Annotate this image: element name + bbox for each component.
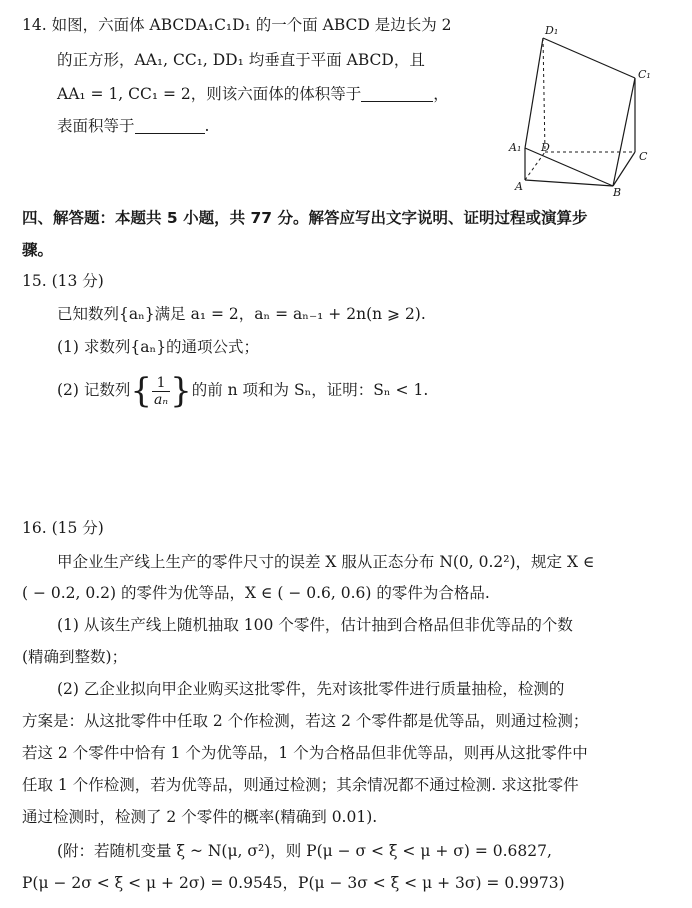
q16-line3: (1) 从该生产线上随机抽取 100 个零件，估计抽到合格品但非优等品的个数 (57, 616, 573, 634)
q14-line1: 14. 如图，六面体 ABCDA₁C₁D₁ 的一个面 ABCD 是边长为 2 (22, 16, 452, 34)
label-B: B (613, 186, 622, 198)
section4-heading-line2: 骤。 (22, 241, 54, 259)
section4-heading-line1: 四、解答题：本题共 5 小题，共 77 分。解答应写出文字说明、证明过程或演算步 (22, 209, 588, 227)
q16-line1: 甲企业生产线上生产的零件尺寸的误差 X 服从正态分布 N(0, 0.2²)，规定 X ∈ (57, 553, 595, 571)
q16-line6: 方案是：从这批零件中任取 2 个作检测，若这 2 个零件都是优等品，则通过检测； (22, 712, 589, 730)
label-A: A (515, 180, 523, 193)
q14-line3-end: ， (433, 85, 449, 103)
reciprocal-fraction (152, 375, 170, 408)
q16-line8: 任取 1 个作检测，若为优等品，则通过检测；其余情况都不通过检测. 求这批零件 (22, 776, 579, 794)
q15-part1: (1) 求数列{aₙ}的通项公式； (57, 338, 260, 356)
fraction-numerator: 1 (152, 375, 170, 392)
q16-header: 16. (15 分) (22, 519, 104, 537)
q16-line7: 若这 2 个零件中恰有 1 个为优等品，1 个为合格品但非优等品，则再从这批零件中 (22, 744, 588, 762)
q14-line3 (57, 83, 449, 105)
q15-part2 (57, 368, 428, 412)
q14-line4 (57, 115, 209, 137)
q14-line4-text: 表面积等于 (57, 117, 135, 135)
left-brace: { (130, 371, 153, 411)
right-brace: } (170, 371, 192, 411)
q14-line3-text: AA₁ = 1, CC₁ = 2，则该六面体的体积等于 (57, 85, 362, 103)
q14-line4-end: . (204, 117, 210, 135)
surface-area-answer-blank[interactable] (135, 117, 205, 134)
q15-stem: 已知数列{aₙ}满足 a₁ = 2，aₙ = aₙ₋₁ + 2n(n ⩾ 2). (57, 305, 426, 323)
q15-part2-suffix: 的前 n 项和为 Sₙ，证明：Sₙ < 1. (191, 381, 429, 399)
label-A1: A₁ (509, 141, 522, 154)
hexahedron-figure (505, 18, 680, 198)
q16-line4: (精确到整数)； (22, 648, 128, 666)
q14-line2: 的正方形，AA₁, CC₁, DD₁ 均垂直于平面 ABCD，且 (57, 51, 425, 69)
q16-appendix-line2: P(μ − 2σ < ξ < μ + 2σ) = 0.9545，P(μ − 3σ < ξ < μ + 3σ) = 0.9973) (22, 874, 565, 892)
q16-line9: 通过检测时，检测了 2 个零件的概率(精确到 0.01). (22, 808, 378, 826)
q16-line5: (2) 乙企业拟向甲企业购买这批零件，先对该批零件进行质量抽检，检测的 (57, 680, 565, 698)
volume-answer-blank[interactable] (361, 85, 433, 102)
label-D: D (541, 141, 550, 154)
q15-header: 15. (13 分) (22, 272, 104, 290)
label-C1: C₁ (638, 68, 651, 81)
fraction-denominator: aₙ (154, 391, 169, 408)
label-C: C (639, 150, 648, 163)
label-D1: D₁ (545, 24, 559, 37)
q16-appendix-line1: (附：若随机变量 ξ ~ N(μ, σ²)，则 P(μ − σ < ξ < μ + σ) = 0.6827, (57, 842, 552, 860)
q15-part2-prefix: (2) 记数列 (57, 381, 131, 399)
q16-line2: ( − 0.2, 0.2) 的零件为优等品，X ∈ ( − 0.6, 0.6) 的零件为合格品. (22, 584, 490, 602)
